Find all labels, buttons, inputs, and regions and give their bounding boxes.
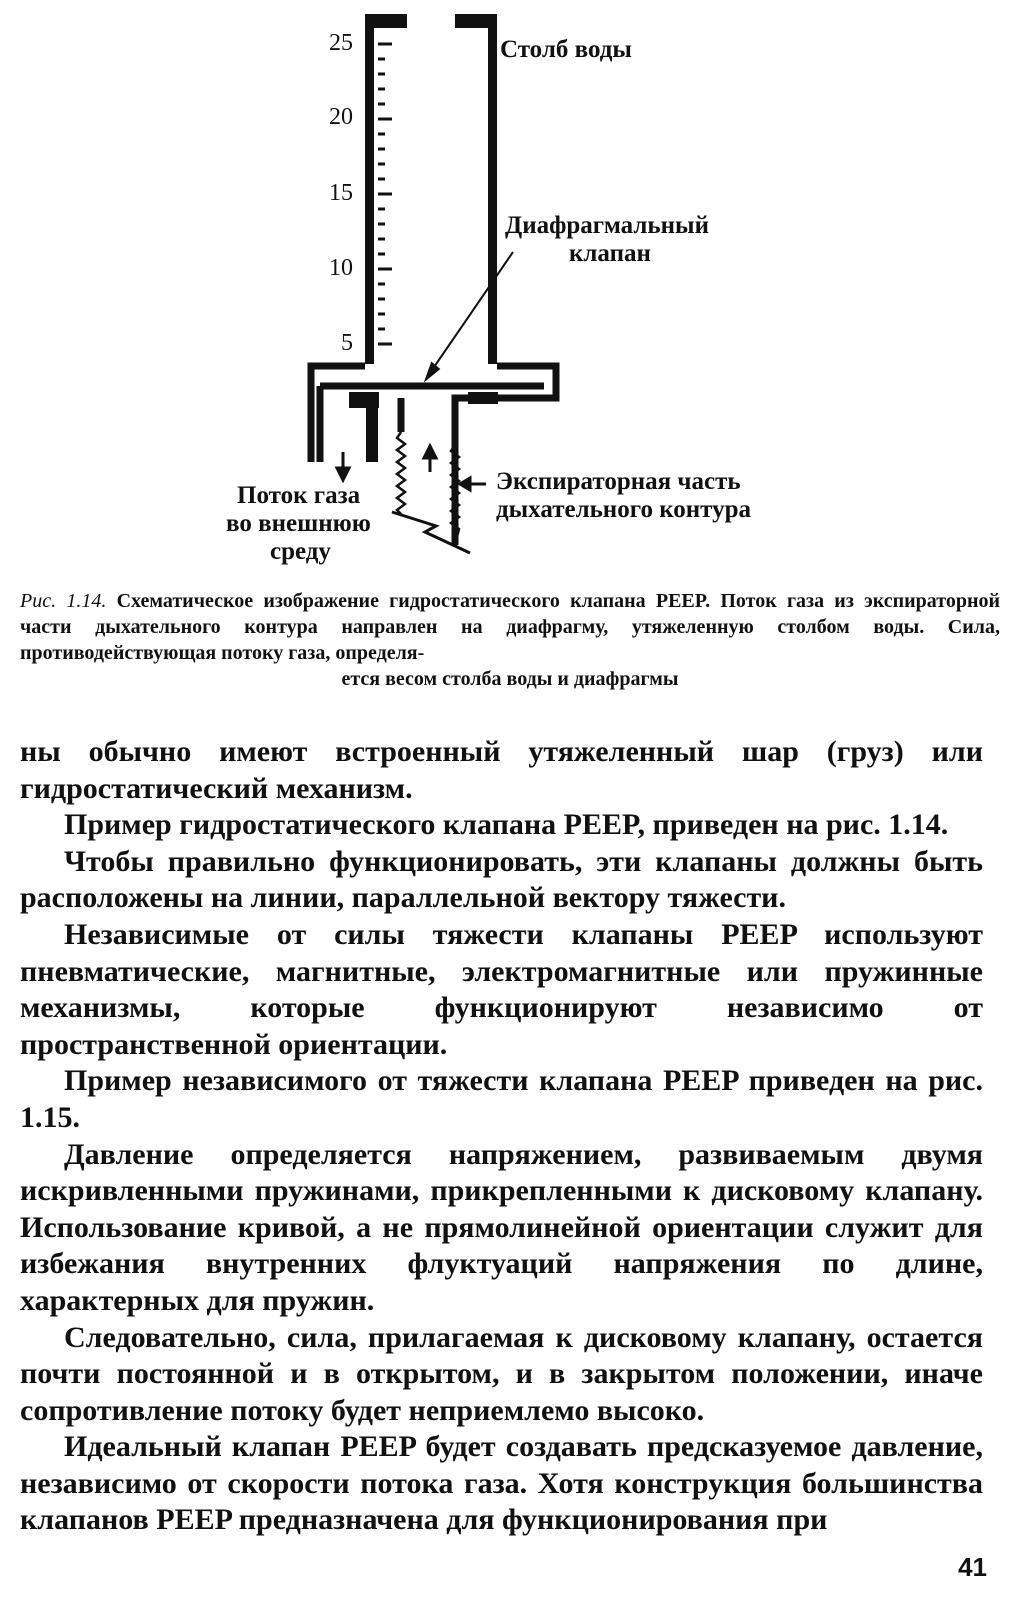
gas-flow-label-line1: Поток газа	[237, 482, 361, 509]
flow-arrows	[337, 252, 513, 490]
figure-caption	[20, 588, 1000, 692]
right-tube-wall	[488, 14, 497, 364]
scale-label-5: 5	[341, 330, 353, 356]
paragraph: Пример гидростатического клапана PEEP, приведен на рис. 1.14.	[64, 808, 949, 842]
scale-label-15: 15	[329, 180, 353, 206]
paragraph: Следовательно, сила, прилагаемая к дисковому клапану, остается почти постоянной и в открытом, и в закрытом положении, иначе сопротивление потоку будет неприемлемо высоко.	[20, 1320, 983, 1427]
paragraph: Давление определяется напряжением, развиваемым двумя искривленными пружинами, прикрепленными к дисковому клапану. Использование кривой, а не прямолинейной ориентации служит для избежания внутренних флуктуаций напряжения по длине, характерных для пружин.	[20, 1137, 983, 1317]
caption-last-line: ется весом столба воды и диафрагмы	[341, 668, 679, 690]
scale-label-10: 10	[329, 255, 353, 281]
outlet-wall	[366, 404, 378, 462]
left-tube-wall	[365, 14, 374, 364]
page-number: 41	[958, 1552, 987, 1582]
paragraph: Чтобы правильно функционировать, эти клапаны должны быть расположены на линии, параллельной вектору тяжести.	[20, 844, 983, 915]
gas-flow-label-line3: среду	[270, 538, 331, 565]
paragraph: Независимые от силы тяжести клапаны PEEP используют пневматические, магнитные, электромагнитные или пружинные механизмы, которые функционируют независимо от пространственной ориентации.	[20, 917, 983, 1061]
body-text	[20, 734, 983, 1539]
paragraph: Идеальный клапан PEEP будет создавать предсказуемое давление, независимо от скорости потока газа. Хотя конструкция большинства клапанов PEEP предназначена для функционирования при	[20, 1430, 983, 1537]
diaphragm-valve-label-line2: клапан	[569, 240, 651, 267]
caption-text: Схематическое изображение гидростатического клапана PEEP. Поток газа из экспираторной части дыхательного контура направлен на диафрагму, утяжеленную столбом воды. Сила, противодействующая потоку газа, определя-	[20, 590, 1001, 664]
scale-label-25: 25	[329, 30, 353, 56]
expiratory-label-line2: дыхательного контура	[496, 496, 752, 523]
paragraph: Пример независимого от тяжести клапана PEEP приведен на рис. 1.15.	[20, 1064, 983, 1134]
peep-valve-figure	[0, 0, 1017, 585]
diaphragm-right-seal	[468, 392, 498, 404]
scale-ticks	[378, 44, 392, 344]
water-column-label: Столб воды	[500, 36, 632, 63]
diaphragm-valve-label-line1: Диафрагмальный	[505, 212, 709, 239]
paragraph: ны обычно имеют встроенный утяжеленный шар (груз) или гидростатический механизм.	[20, 735, 983, 805]
figure-reference: Рис. 1.14.	[20, 590, 107, 612]
expiratory-label-line1: Экспираторная часть	[496, 468, 741, 495]
scale-label-20: 20	[329, 104, 353, 130]
gas-flow-label-line2: во внешнюю	[226, 510, 371, 537]
